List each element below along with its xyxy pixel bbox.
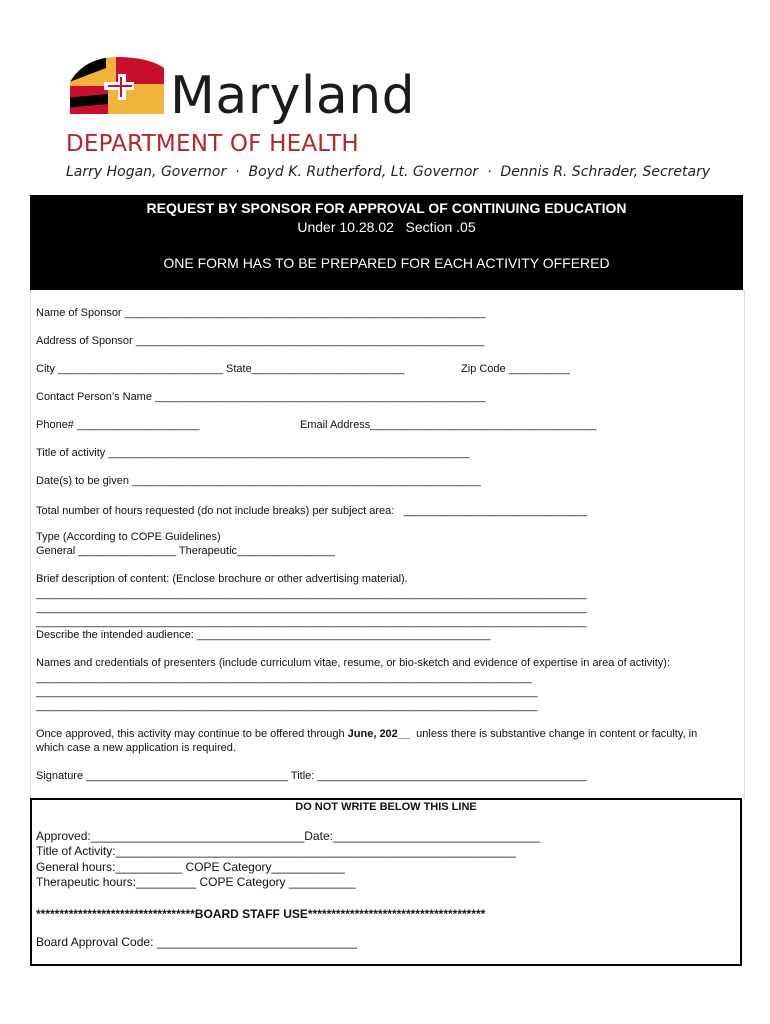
brief-description-label: Brief description of content: (Enclose brochure or other advertising material). bbox=[36, 573, 408, 585]
form-notice: ONE FORM HAS TO BE PREPARED FOR EACH ACTIVITY OFFERED bbox=[163, 255, 610, 271]
presenters-label: Names and credentials of presenters (include curriculum vitae, resume, or bio-sketch and evidence of expertise in area of activity): bbox=[36, 657, 671, 669]
contact-person-field[interactable]: Contact Person’s Name ______________________________________________________ bbox=[36, 391, 486, 403]
form-title: REQUEST BY SPONSOR FOR APPROVAL OF CONTINUING EDUCATION bbox=[146, 200, 627, 216]
approval-statement-line2: which case a new application is required. bbox=[36, 742, 236, 754]
department-name: DEPARTMENT OF HEALTH bbox=[66, 131, 359, 157]
state-field[interactable]: State_________________________ bbox=[226, 363, 405, 375]
type-heading: Type (According to COPE Guidelines) bbox=[36, 531, 221, 543]
presenters-line[interactable]: _________________________________________________________________________________ bbox=[36, 672, 532, 684]
presenters-line[interactable]: __________________________________________________________________________________ bbox=[36, 686, 538, 698]
presenters-line[interactable]: __________________________________________________________________________________ bbox=[36, 700, 538, 712]
brief-description-line[interactable]: __________________________________________________________________________________________ bbox=[36, 602, 587, 614]
hours-field[interactable]: Total number of hours requested (do not include breaks) per subject area: ______________________________ bbox=[36, 505, 588, 517]
brief-description-line[interactable]: __________________________________________________________________________________________ bbox=[36, 616, 587, 628]
board-staff-use-divider: **********************************BOARD STAFF USE************************************** bbox=[36, 907, 486, 921]
office-activity-title-field[interactable]: Title of Activity:____________________________________________________________ bbox=[36, 844, 517, 858]
sponsor-address-field[interactable]: Address of Sponsor _________________________________________________________ bbox=[36, 335, 485, 347]
zip-field[interactable]: Zip Code __________ bbox=[461, 363, 570, 375]
approval-text-post: unless there is substantive change in content or faculty, in bbox=[410, 728, 698, 740]
approval-statement bbox=[36, 728, 697, 740]
city-field[interactable]: City ___________________________ bbox=[36, 363, 224, 375]
office-use-heading: DO NOT WRITE BELOW THIS LINE bbox=[295, 801, 477, 813]
activity-title-field[interactable]: Title of activity ___________________________________________________________ bbox=[36, 447, 470, 459]
type-field[interactable]: General ________________ Therapeutic________________ bbox=[36, 545, 335, 557]
general-hours-field[interactable]: General hours:__________ COPE Category___________ bbox=[36, 860, 345, 874]
therapeutic-hours-field[interactable]: Therapeutic hours:_________ COPE Category __________ bbox=[36, 875, 356, 889]
board-approval-code-field[interactable]: Board Approval Code: ______________________________ bbox=[36, 935, 357, 949]
leadership-line: Larry Hogan, Governor · Boyd K. Rutherford, Lt. Governor · Dennis R. Schrader, Secretary bbox=[66, 164, 711, 180]
email-field[interactable]: Email Address_____________________________________ bbox=[300, 419, 597, 431]
sponsor-name-field[interactable]: Name of Sponsor ___________________________________________________________ bbox=[36, 307, 486, 319]
form-header bbox=[30, 195, 743, 290]
audience-field[interactable]: Describe the intended audience: ________________________________________________ bbox=[36, 629, 491, 641]
logo-wordmark: Maryland bbox=[170, 66, 416, 126]
approval-text-pre: Once approved, this activity may continue to be offered through bbox=[36, 728, 348, 740]
dates-field[interactable]: Date(s) to be given _________________________________________________________ bbox=[36, 475, 481, 487]
phone-field[interactable]: Phone# ____________________ bbox=[36, 419, 200, 431]
maryland-flag-logo bbox=[64, 54, 176, 116]
brief-description-line[interactable]: __________________________________________________________________________________________ bbox=[36, 588, 587, 600]
signature-title-field[interactable]: Signature _________________________________ Title: ____________________________________________ bbox=[36, 770, 587, 782]
approval-deadline: June, 202__ bbox=[347, 728, 411, 740]
approved-date-field[interactable]: Approved:________________________________Date:_______________________________ bbox=[36, 829, 540, 843]
form-regulation: Under 10.28.02 Section .05 bbox=[297, 219, 476, 235]
